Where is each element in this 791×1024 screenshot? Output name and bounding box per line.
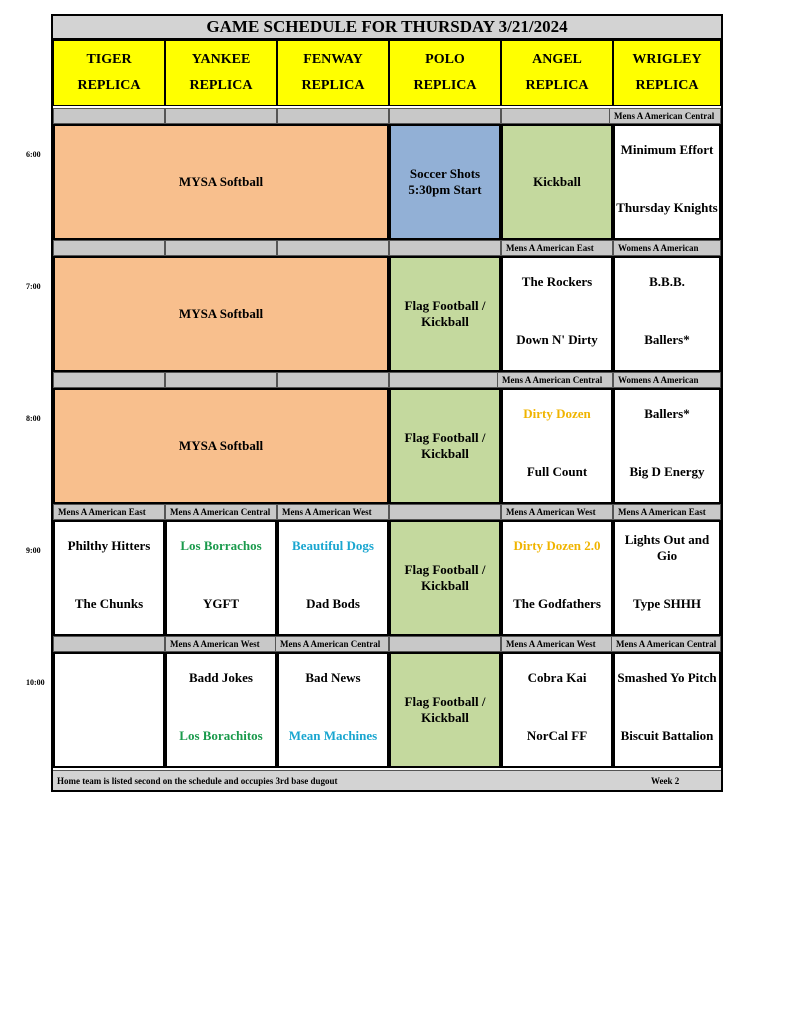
- mysa-block-6: MYSA Softball: [53, 124, 389, 240]
- game-cell-angel-9: [501, 520, 613, 636]
- field-sub: REPLICA: [525, 78, 589, 93]
- team-home: Ballers*: [644, 332, 690, 347]
- page-title: GAME SCHEDULE FOR THURSDAY 3/21/2024: [53, 16, 721, 40]
- division-strip: [389, 240, 501, 256]
- game-cell-angel-10: [501, 652, 613, 768]
- division-label-fenway: Mens A American West: [277, 504, 389, 520]
- division-strip: [501, 108, 613, 124]
- field-name: WRIGLEY: [632, 52, 702, 67]
- division-label-tiger: Mens A American East: [53, 504, 165, 520]
- flag-football-block-7: Flag Football / Kickball: [389, 256, 501, 372]
- game-cell-wrigley-6: [613, 124, 721, 240]
- game-cell-tiger-10: [53, 652, 165, 768]
- team-away: Beautiful Dogs: [292, 538, 374, 553]
- division-label-fenway: Mens A American Central: [275, 636, 389, 652]
- field-name: POLO: [425, 52, 465, 67]
- team-home: Biscuit Battalion: [620, 728, 714, 743]
- week-label: Week 2: [651, 776, 680, 786]
- team-home: The Chunks: [74, 596, 144, 611]
- game-cell-angel-7: [501, 256, 613, 372]
- team-home: Full Count: [526, 464, 588, 479]
- team-home: YGFT: [202, 596, 240, 611]
- schedule-footer: [53, 770, 721, 790]
- team-home: Big D Energy: [629, 464, 705, 479]
- home-team-note: Home team is listed second on the schedule and occupies 3rd base dugout: [57, 776, 338, 786]
- game-cell-tiger-9: [53, 520, 165, 636]
- division-strip: [165, 372, 277, 388]
- division-strip: [277, 240, 389, 256]
- team-away: Cobra Kai: [527, 670, 587, 685]
- team-home: Los Borachitos: [179, 728, 263, 743]
- game-cell-wrigley-10: [613, 652, 721, 768]
- division-label-angel: Mens A American West: [501, 636, 613, 652]
- field-sub: REPLICA: [413, 78, 477, 93]
- game-cell-yankee-10: [165, 652, 277, 768]
- team-away: Dirty Dozen: [523, 406, 591, 421]
- time-label-10: 10:00: [26, 678, 45, 687]
- field-header-tiger: [53, 40, 165, 106]
- field-header-polo: [389, 40, 501, 106]
- time-label-8: 8:00: [26, 414, 41, 423]
- team-away: Bad News: [305, 670, 361, 685]
- team-away: Ballers*: [644, 406, 690, 421]
- mysa-block-8: MYSA Softball: [53, 388, 389, 504]
- team-home: Down N' Dirty: [516, 332, 598, 347]
- division-label-wrigley: Womens A American: [613, 372, 721, 388]
- game-cell-yankee-9: [165, 520, 277, 636]
- division-label-angel: Mens A American East: [501, 240, 613, 256]
- game-cell-wrigley-9: [613, 520, 721, 636]
- division-strip: [277, 108, 389, 124]
- division-strip: [53, 240, 165, 256]
- division-strip: [53, 636, 165, 652]
- division-label-wrigley: Mens A American Central: [609, 108, 721, 124]
- field-header-angel: [501, 40, 613, 106]
- team-away: Dirty Dozen 2.0: [513, 538, 601, 553]
- division-strip: [277, 372, 389, 388]
- game-cell-wrigley-7: [613, 256, 721, 372]
- team-away: Lights Out and Gio: [624, 532, 710, 563]
- team-home: The Godfathers: [513, 596, 601, 611]
- division-label-wrigley: Mens A American Central: [611, 636, 721, 652]
- flag-football-block-10: Flag Football / Kickball: [389, 652, 501, 768]
- team-away: Los Borrachos: [180, 538, 262, 553]
- field-sub: REPLICA: [77, 78, 141, 93]
- field-name: FENWAY: [303, 52, 363, 67]
- field-name: YANKEE: [191, 52, 251, 67]
- field-header-yankee: [165, 40, 277, 106]
- team-home: NorCal FF: [526, 728, 588, 743]
- team-away: Minimum Effort: [620, 142, 714, 157]
- field-name: TIGER: [86, 52, 132, 67]
- team-home: Dad Bods: [306, 596, 360, 611]
- division-label-yankee: Mens A American West: [165, 636, 277, 652]
- division-label-wrigley: Mens A American East: [613, 504, 721, 520]
- field-name: ANGEL: [532, 52, 582, 67]
- division-strip: [53, 108, 165, 124]
- game-cell-fenway-9: [277, 520, 389, 636]
- division-label-yankee: Mens A American Central: [165, 504, 277, 520]
- time-label-6: 6:00: [26, 150, 41, 159]
- field-header-wrigley: [613, 40, 721, 106]
- division-strip: [389, 636, 501, 652]
- game-cell-angel-8: [501, 388, 613, 504]
- schedule-table: [51, 14, 723, 792]
- division-strip: [389, 108, 501, 124]
- time-label-9: 9:00: [26, 546, 41, 555]
- field-header-fenway: [277, 40, 389, 106]
- division-label-angel: Mens A American Central: [497, 372, 613, 388]
- field-sub: REPLICA: [189, 78, 253, 93]
- field-sub: REPLICA: [635, 78, 699, 93]
- mysa-block-7: MYSA Softball: [53, 256, 389, 372]
- division-strip: [389, 372, 501, 388]
- soccer-shots-block: Soccer Shots 5:30pm Start: [389, 124, 501, 240]
- division-label-angel: Mens A American West: [501, 504, 613, 520]
- team-away: Philthy Hitters: [67, 538, 151, 553]
- flag-football-block-9: Flag Football / Kickball: [389, 520, 501, 636]
- game-cell-wrigley-8: [613, 388, 721, 504]
- flag-football-block-8: Flag Football / Kickball: [389, 388, 501, 504]
- team-away: Smashed Yo Pitch: [617, 670, 717, 685]
- time-label-7: 7:00: [26, 282, 41, 291]
- team-home: Thursday Knights: [616, 200, 718, 215]
- team-away: The Rockers: [521, 274, 593, 289]
- division-strip: [165, 108, 277, 124]
- team-home: Mean Machines: [288, 728, 378, 743]
- division-strip: [53, 372, 165, 388]
- game-cell-fenway-10: [277, 652, 389, 768]
- division-strip: [165, 240, 277, 256]
- team-away: B.B.B.: [649, 274, 685, 289]
- kickball-block-angel: Kickball: [501, 124, 613, 240]
- division-strip: [389, 504, 501, 520]
- team-home: Type SHHH: [632, 596, 702, 611]
- team-away: Badd Jokes: [189, 670, 253, 685]
- field-sub: REPLICA: [301, 78, 365, 93]
- division-label-wrigley: Womens A American: [613, 240, 721, 256]
